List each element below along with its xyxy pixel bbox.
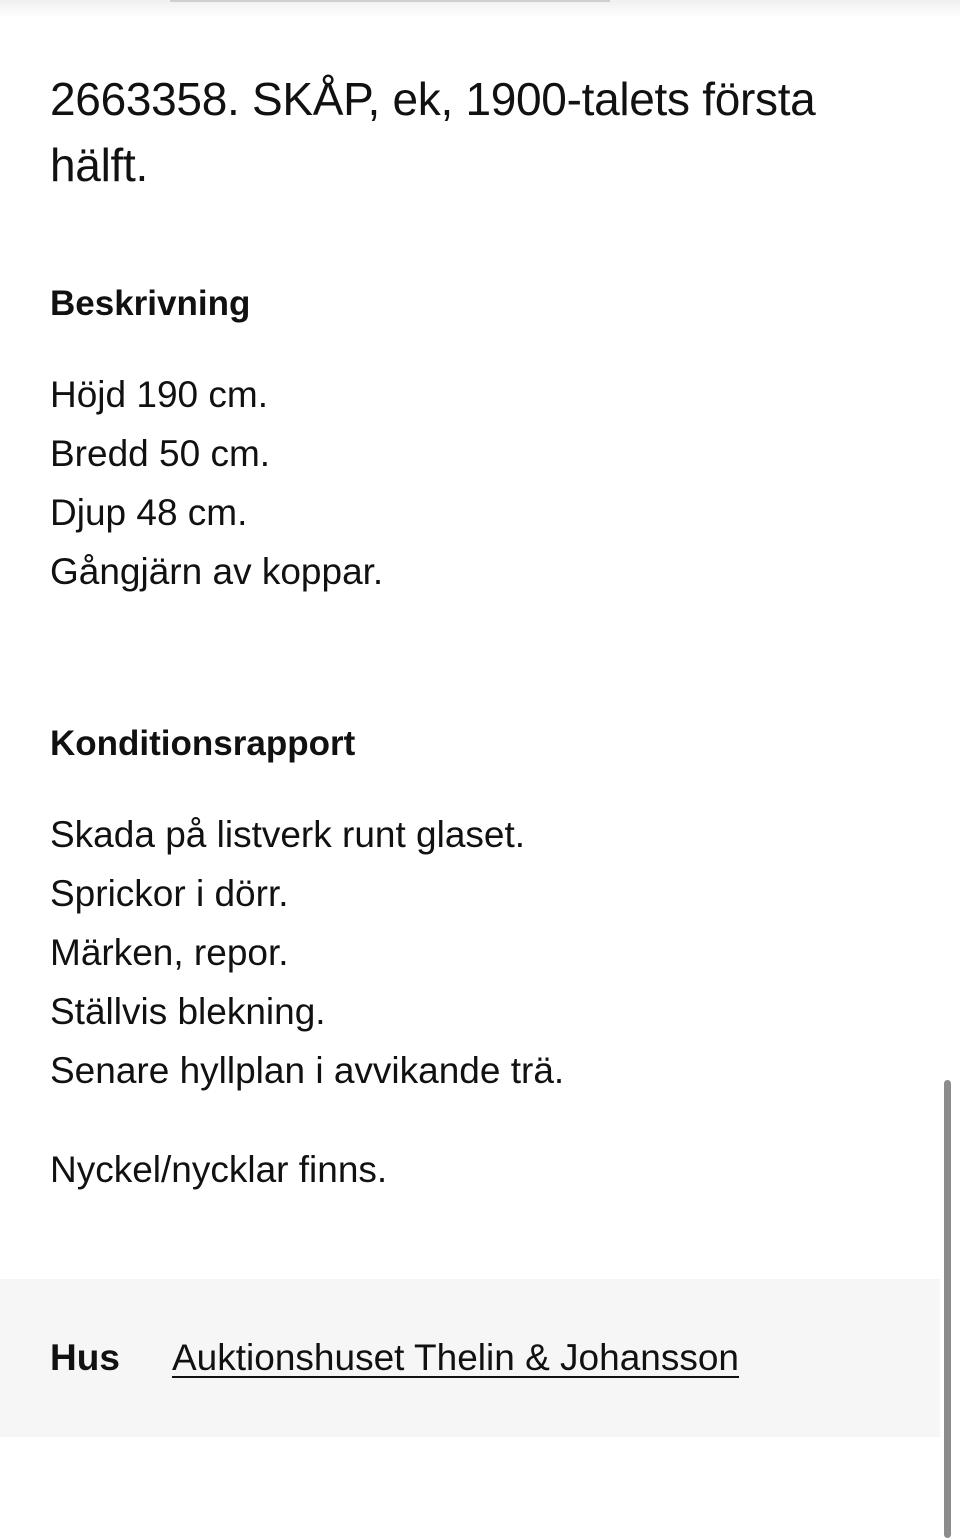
condition-line: Senare hyllplan i avvikande trä. (50, 1050, 565, 1091)
condition-keys-note: Nyckel/nycklar finns. (50, 1149, 388, 1190)
condition-line: Sprickor i dörr. (50, 873, 289, 914)
description-line-depth: Djup 48 cm. (50, 492, 248, 533)
condition-list (50, 805, 564, 1100)
header-shadow (0, 0, 960, 18)
description-heading: Beskrivning (50, 284, 251, 323)
description-line-hinges: Gångjärn av koppar. (50, 551, 384, 592)
description-line-height: Höjd 190 cm. (50, 374, 268, 415)
condition-line: Skada på listverk runt glaset. (50, 814, 526, 855)
condition-line: Ställvis blekning. (50, 991, 326, 1032)
description-list (50, 365, 383, 601)
auction-house-label: Hus (50, 1337, 120, 1378)
scrollbar-thumb[interactable] (944, 1080, 951, 1538)
header-edge-divider (170, 0, 610, 2)
auction-house-link[interactable]: Auktionshuset Thelin & Johansson (172, 1337, 740, 1378)
condition-heading: Konditionsrapport (50, 724, 356, 763)
auction-house-row (0, 1279, 940, 1437)
condition-line: Märken, repor. (50, 932, 289, 973)
lot-title: 2663358. SKÅP, ek, 1900-talets första hälft. (50, 73, 816, 191)
description-line-width: Bredd 50 cm. (50, 433, 271, 474)
